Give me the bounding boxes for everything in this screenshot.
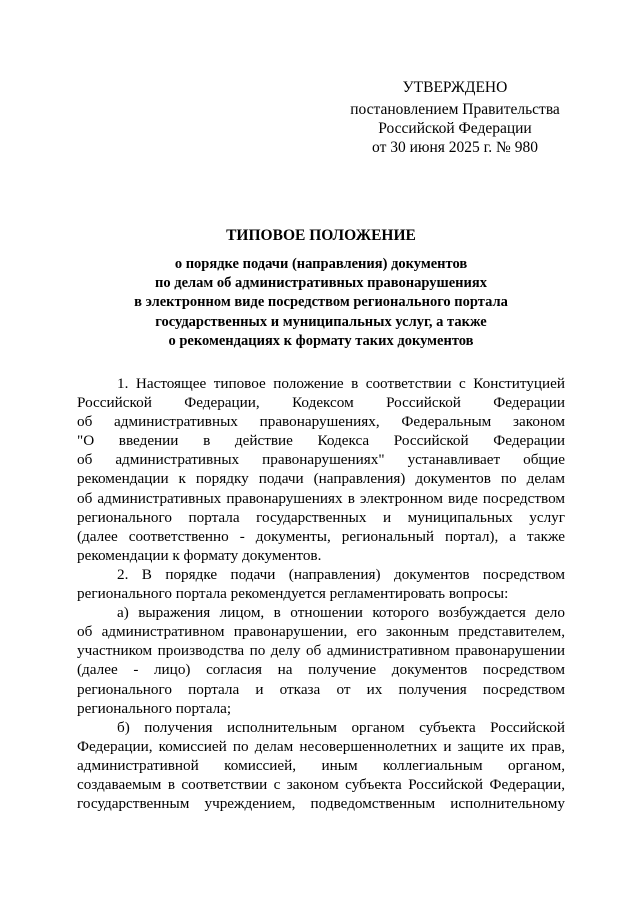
subtitle-line: по делам об административных правонарушениях [155, 275, 487, 292]
paragraph-line: об административных правонарушениях, Федеральным законом [77, 413, 565, 431]
document-subtitle [76, 255, 566, 351]
approval-line-1: постановлением Правительства [350, 101, 560, 118]
approval-line-2: Российской Федерации [378, 120, 532, 137]
paragraph-line: рекомендации к порядку подачи (направления) документов по делам [77, 470, 565, 488]
paragraph-line: создаваемым в соответствии с законом субъекта Российской Федерации, [77, 775, 565, 793]
paragraph-line: регионального портала и отказа от их получения посредством [77, 680, 565, 698]
paragraph-line: регионального портала государственных и муниципальных услуг [77, 508, 565, 526]
paragraph-line: регионального портала; [77, 699, 232, 717]
paragraph-line: регионального портала рекомендуется регламентировать вопросы: [77, 585, 509, 603]
approval-approved-label: УТВЕРЖДЕНО [402, 79, 508, 96]
document-title: ТИПОВОЕ ПОЛОЖЕНИЕ [226, 227, 416, 244]
document-body [77, 374, 565, 813]
paragraph-1 [77, 374, 565, 565]
paragraph-line: "О введении в действие Кодекса Российской Федерации [77, 432, 565, 450]
paragraph-line: б) получения исполнительным органом субъекта Российской [117, 718, 565, 736]
paragraph-line: 2. В порядке подачи (направления) документов посредством [117, 565, 565, 583]
paragraph-line: Российской Федерации, Кодексом Российской Федерации [77, 394, 565, 412]
paragraph-line: рекомендации к формату документов. [77, 546, 322, 564]
paragraph-line: Федерации, комиссией по делам несовершеннолетних и защите их прав, [77, 737, 565, 755]
paragraph-3 [77, 603, 565, 718]
paragraph-line: (далее - лицо) согласия на получение документов посредством [77, 661, 565, 679]
paragraph-line: об административном правонарушении, его законным представителем, [77, 623, 565, 641]
paragraph-4 [77, 718, 565, 813]
paragraph-line: а) выражения лицом, в отношении которого возбуждается дело [117, 604, 565, 622]
paragraph-line: административной комиссией, иным коллегиальным органом, [77, 756, 565, 774]
paragraph-line: государственным учреждением, подведомственным исполнительному [77, 795, 565, 813]
paragraph-2 [77, 565, 565, 603]
approval-stamp [330, 78, 580, 157]
approval-line-3: от 30 июня 2025 г. № 980 [372, 139, 538, 156]
title-block [76, 226, 566, 351]
subtitle-line: государственных и муниципальных услуг, а также [155, 313, 487, 330]
paragraph-line: (далее соответственно - документы, региональный портал), а также [77, 527, 565, 545]
paragraph-line: участником производства по делу об административном правонарушении [77, 642, 565, 660]
subtitle-line: о порядке подачи (направления) документов [174, 256, 468, 272]
subtitle-line: в электронном виде посредством регионального портала [134, 294, 508, 311]
paragraph-line: об административных правонарушениях в электронном виде посредством [77, 489, 565, 507]
paragraph-line: 1. Настоящее типовое положение в соответствии с Конституцией [117, 375, 565, 392]
paragraph-line: об административных правонарушениях" устанавливает общие [77, 451, 565, 469]
subtitle-line: о рекомендациях к формату таких документов [168, 332, 474, 349]
